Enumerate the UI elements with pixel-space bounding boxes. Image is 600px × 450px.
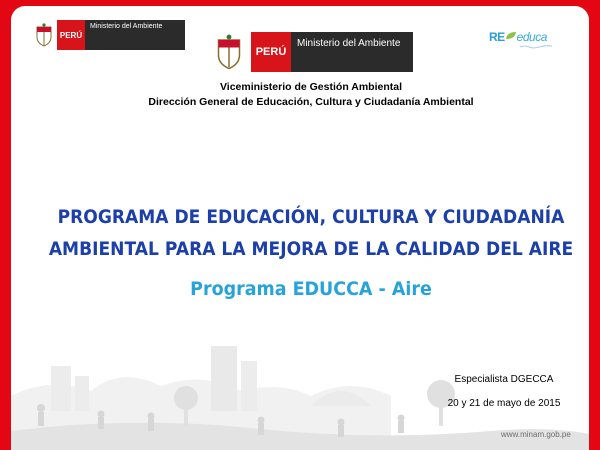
leaf-icon [505, 31, 517, 41]
reeduca-logo [489, 30, 579, 56]
ministry-label: Ministerio del Ambiente [85, 20, 185, 50]
reeduca-name [489, 30, 579, 44]
coat-of-arms-icon [31, 20, 57, 50]
date-label: 20 y 21 de mayo de 2015 [447, 398, 561, 409]
viceministry-heading: Viceministerio de Gestión Ambiental [219, 81, 403, 93]
peru-label: PERÚ [57, 20, 85, 50]
peru-label: PERÚ [251, 32, 291, 72]
coat-of-arms-icon [207, 32, 251, 72]
ministry-logo-center [207, 32, 413, 72]
ministry-label: Ministerio del Ambiente [291, 32, 413, 72]
title-line-2: AMBIENTAL PARA LA MEJORA DE LA CALIDAD DEL AIRE [48, 238, 574, 260]
program-name: Programa EDUCCA - Aire [190, 278, 432, 300]
slide-panel [11, 6, 589, 450]
ministry-logo-small [31, 20, 185, 50]
website-url: www.minam.gob.pe [501, 430, 571, 439]
reeduca-prefix: RE [489, 30, 505, 44]
reeduca-suffix: educa [516, 30, 547, 44]
reeduca-tagline-scribble [519, 44, 579, 51]
directorate-heading: Dirección General de Educación, Cultura y Ciudadanía Ambiental [148, 96, 474, 108]
specialist-label: Especialista DGECCA [454, 374, 554, 385]
title-line-1: PROGRAMA DE EDUCACIÓN, CULTURA Y CIUDADANÍA [57, 206, 565, 228]
